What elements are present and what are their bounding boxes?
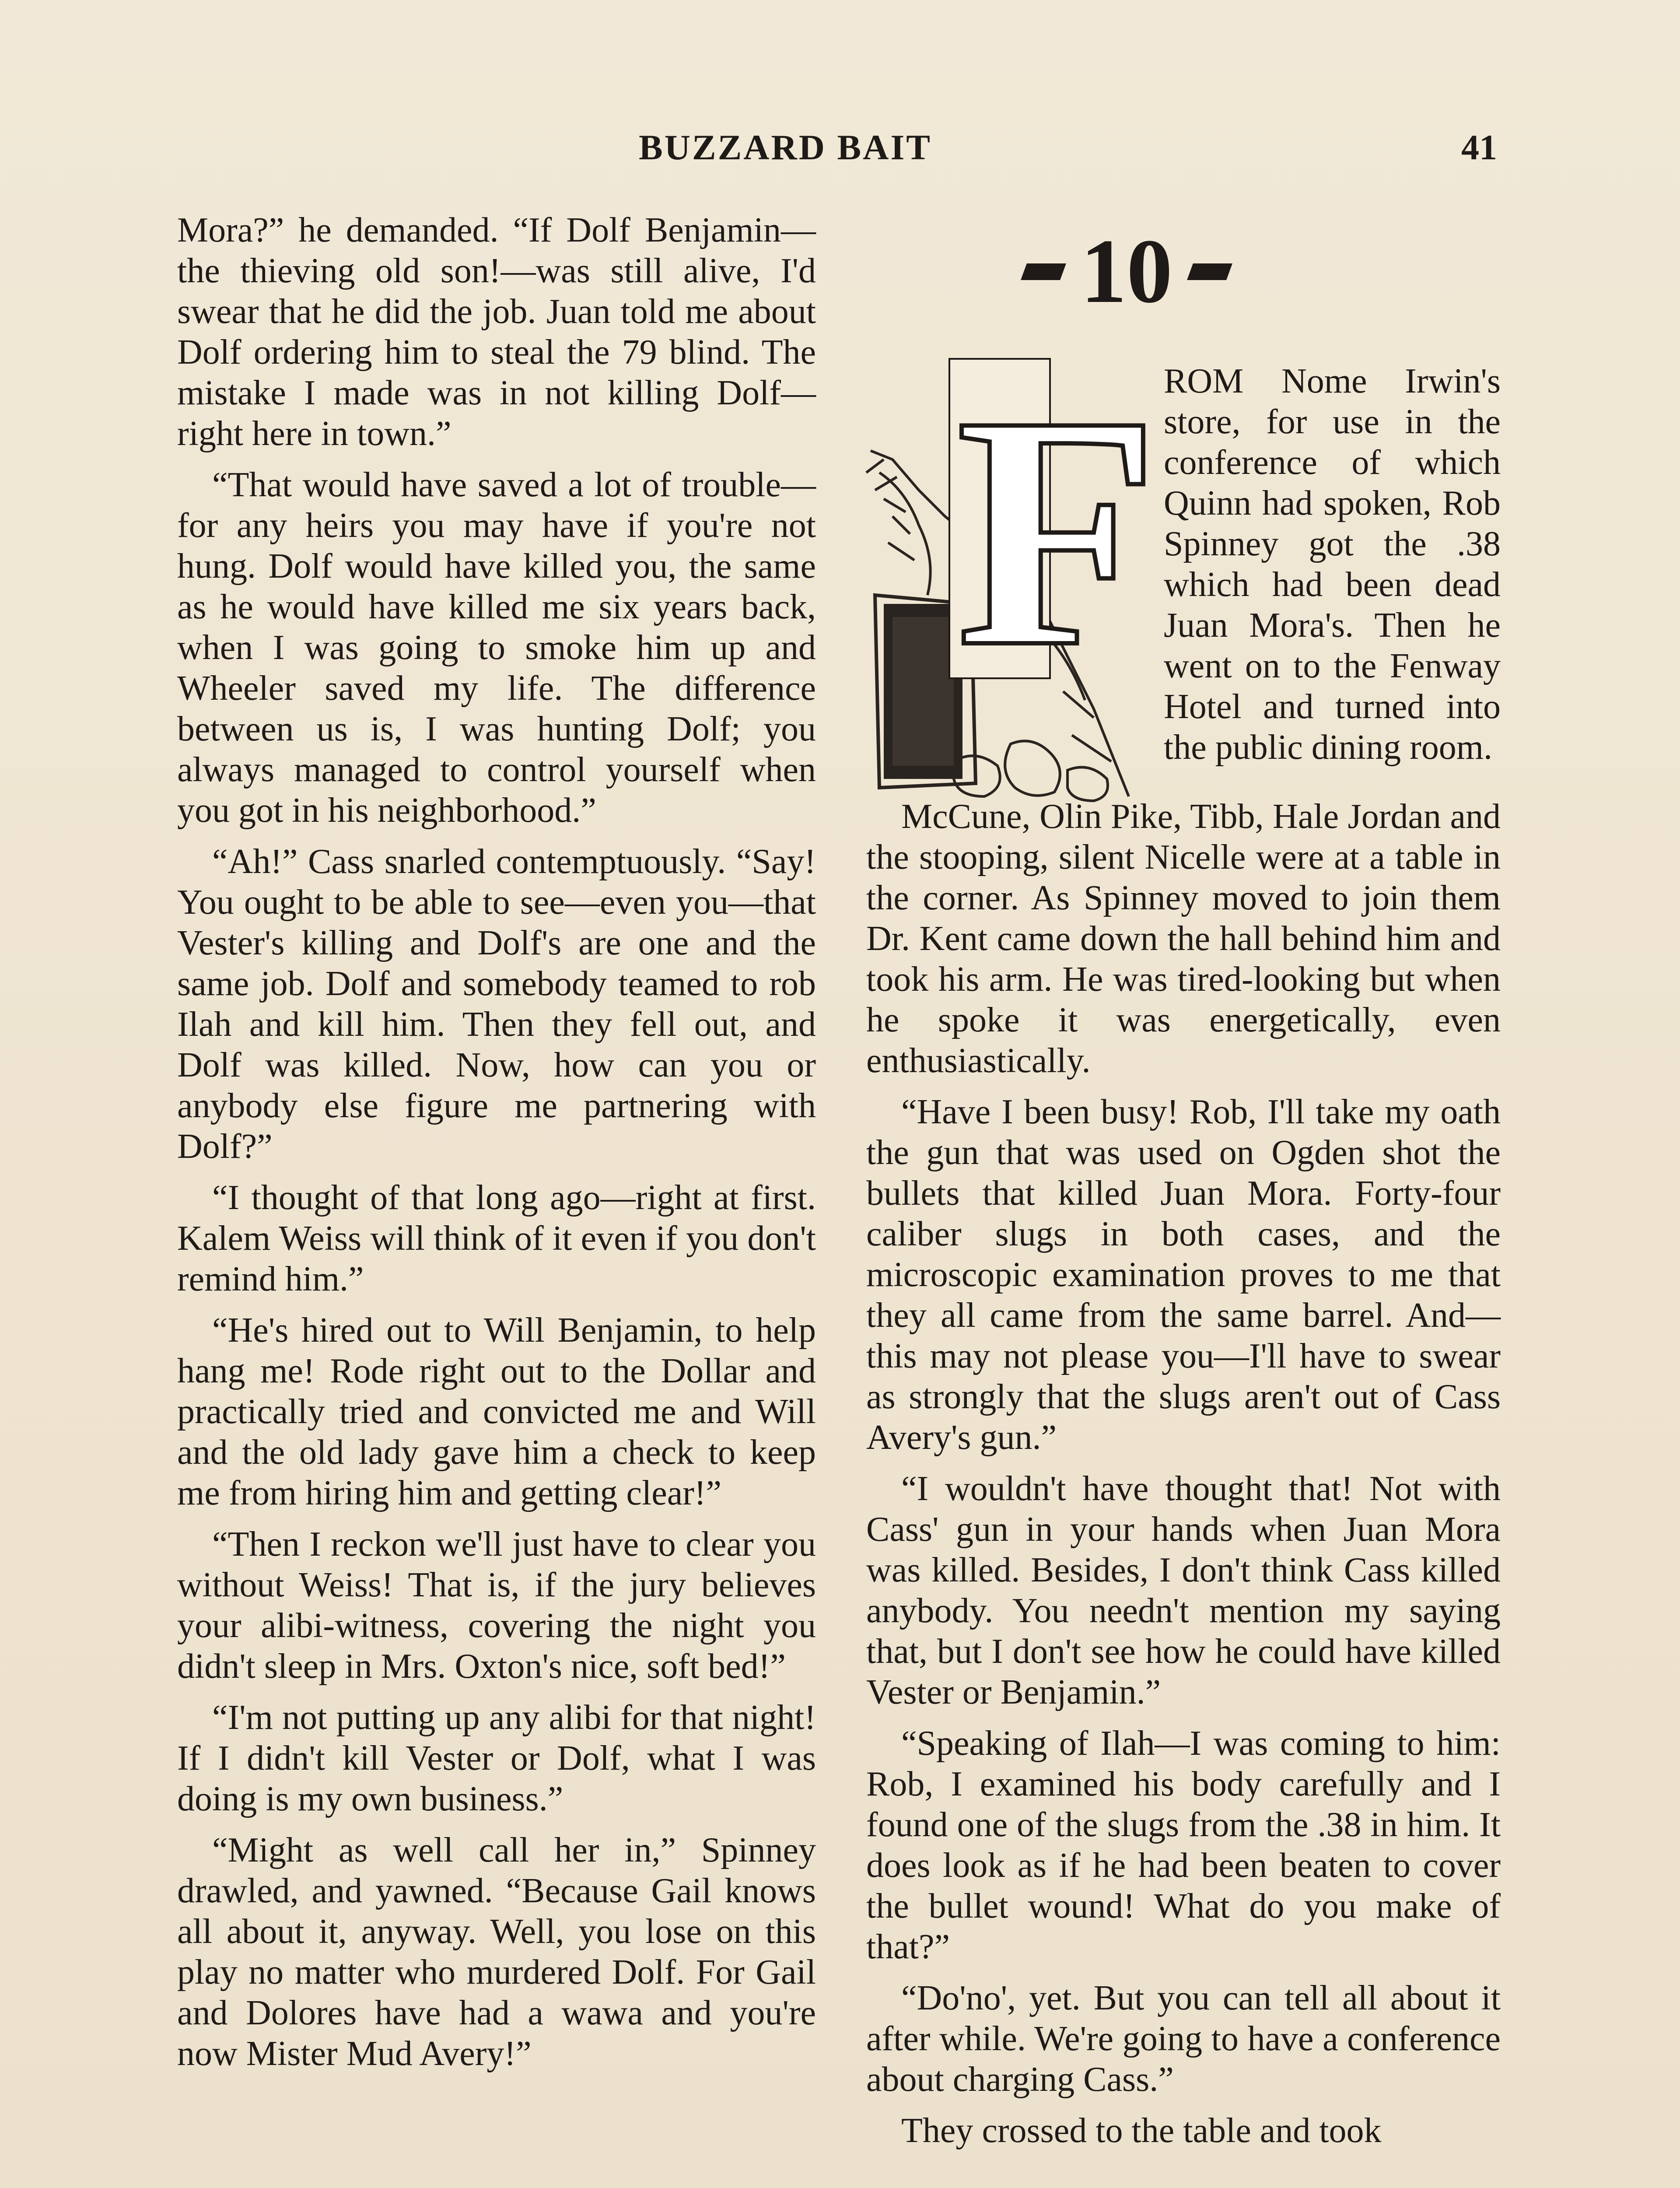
chapter-opening: ROM Nome Irwin's store, for use in the conference of which Quinn had spoken, Rob Spinney got the .38 which had been dead Juan Mora's. Then he went on to the Fenway Hotel and turned into the public dining room.	[1164, 362, 1501, 767]
paragraph: “Then I reckon we'll just have to clear you without Weiss! That is, if the jury believes your alibi-witness, covering the night you didn't sleep in Mrs. Oxton's nice, soft bed!”	[177, 1525, 816, 1686]
doorway-inner	[892, 617, 954, 766]
paragraph: “Speaking of Ilah—I was coming to him: Rob, I examined his body carefully and I found one of the slugs from the .38 in him. It does look as if he had been beaten to cover the bullet wound! What do you make of that?”	[866, 1724, 1501, 1966]
paragraph: “Do'no', yet. But you can tell all about it after while. We're going to have a conference about charging Cass.”	[866, 1979, 1501, 2099]
paragraph: “I thought of that long ago—right at first. Kalem Weiss will think of it even if you don't remind him.”	[177, 1178, 816, 1298]
paragraph: Mora?” he demanded. “If Dolf Benjamin—the thieving old son!—was still alive, I'd swear that he did the job. Juan told me about Dolf ordering him to steal the 79 blind. The mistake I made was in not killing Dolf—right here in town.”	[177, 211, 816, 453]
ornament-dash	[1187, 263, 1232, 280]
page-number: 41	[1461, 127, 1497, 167]
running-title: BUZZARD BAIT	[639, 127, 932, 167]
dropcap-letter: F	[956, 347, 1159, 715]
chapter-number: 10	[1081, 221, 1172, 322]
paragraph: “Have I been busy! Rob, I'll take my oath the gun that was used on Ogden shot the bullets that killed Juan Mora. Forty-four caliber slugs in both cases, and the microscopic examination proves to me that they all came from the same barrel. And—this may not please you—I'll have to swear as strongly that the slugs aren't out of Cass Avery's gun.”	[866, 1093, 1501, 1457]
paragraph: “I wouldn't have thought that! Not with Cass' gun in your hands when Juan Mora was killed. Besides, I don't think Cass killed anybody. You needn't mention my saying that, but I don't see how he could have killed Vester or Benjamin.”	[866, 1469, 1501, 1711]
illustrated-initial	[866, 347, 1159, 805]
paragraph: “That would have saved a lot of trouble—for any heirs you may have if you're not hung. Dolf would have killed you, the same as he would have killed me six years back, when I was going to smoke him up and Wheeler saved my life. The difference between us is, I was hunting Dolf; you always managed to control yourself when you got in his neighborhood.”	[177, 466, 816, 830]
right-column	[866, 796, 1501, 2162]
chapter-heading	[1024, 219, 1229, 324]
paragraph: “I'm not putting up any alibi for that night! If I didn't kill Vester or Dolf, what I was doing is my own business.”	[177, 1698, 816, 1818]
left-column	[177, 210, 816, 2085]
ornament-dash	[1021, 263, 1066, 280]
paragraph: They crossed to the table and took	[901, 2111, 1382, 2150]
paragraph: “He's hired out to Will Benjamin, to help hang me! Rode right out to the Dollar and practically tried and convicted me and Will and the old lady gave him a check to keep me from hiring him and getting clear!”	[177, 1311, 816, 1512]
paragraph: “Ah!” Cass snarled contemptuously. “Say! You ought to be able to see—even you—that Vester's killing and Dolf's are one and the same job. Dolf and somebody teamed to rob Ilah and kill him. Then they fell out, and Dolf was killed. Now, how can you or anybody else figure me partnering with Dolf?”	[177, 842, 816, 1166]
paragraph: “Might as well call her in,” Spinney drawled, and yawned. “Because Gail knows all about it, anyway. Well, you lose on this play no matter who murdered Dolf. For Gail and Dolores have had a wawa and you're now Mister Mud Avery!”	[177, 1831, 816, 2073]
paragraph: McCune, Olin Pike, Tibb, Hale Jordan and the stooping, silent Nicelle were at a table in the corner. As Spinney moved to join them Dr. Kent came down the hall behind him and took his arm. He was tired-looking but when he spoke it was energetically, even enthusiastically.	[866, 797, 1501, 1080]
dropcap-illustration	[866, 347, 1159, 805]
